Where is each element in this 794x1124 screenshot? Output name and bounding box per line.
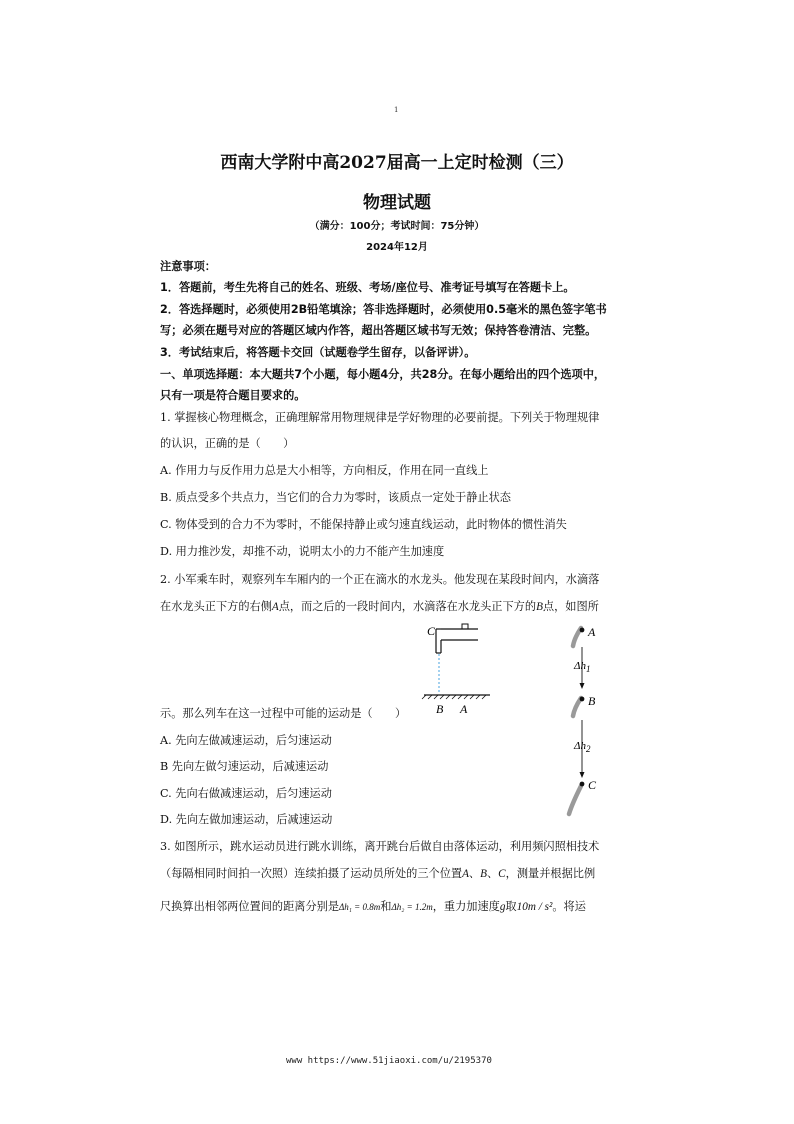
dh2-label: $\Delta h_2$ [574,740,591,754]
notice-item: 2．答选择题时，必须使用2B铅笔填涂；答非选择题时，必须使用0.5毫米的黑色签字笔书 [160,303,607,316]
section-heading: 一、单项选择题：本大题共7个小题，每小题4分，共28分。在每小题给出的四个选项中， [160,368,606,381]
diver-label-a: A [588,625,596,639]
q3-stem-line3: 尺换算出相邻两位置间的距离分别是Δh₁ = 0.8m和Δh₂ = 1.2m，重力加速度g取10m / s²。将运 [160,900,586,913]
notice-item: 3．考试结束后，将答题卡交回（试题卷学生留存，以备评讲）。 [160,346,476,359]
position-b-dot [580,697,585,702]
faucet-figure [418,618,498,718]
notice-item: 1．答题前，考生先将自己的姓名、班级、考场/座位号、准考证号填写在答题卡上。 [160,281,575,294]
q2-option-d: D. 先向左做加速运动，后减速运动 [160,813,333,826]
diver-label-b: B [588,694,596,708]
exam-date: 2024年12月 [366,242,428,253]
score-time: （满分：100分；考试时间：75分钟） [309,221,485,232]
q1-stem: 1. 掌握核心物理概念，正确理解常用物理规律是学好物理的必要前提。下列关于物理规律 [160,411,600,424]
diver-label-c: C [588,778,597,792]
page-number: 1 [394,106,399,114]
exam-subject: 物理试题 [363,193,431,213]
q3-stem-line2: （每隔相同时间拍一次照）连续拍摄了运动员所处的三个位置A、B、C，测量并根据比例 [160,867,596,880]
section-heading-cont: 只有一项是符合题目要求的。 [160,389,306,402]
q1-option-a: A. 作用力与反作用力总是大小相等，方向相反，作用在同一直线上 [160,464,489,477]
dh1-label: $\Delta h_1$ [574,660,591,674]
diver-silhouette-c [569,786,581,814]
q1-option-d: D. 用力推沙发，却推不动，说明太小的力不能产生加速度 [160,545,445,558]
diver-silhouette-b [573,698,581,716]
position-c-dot [580,782,585,787]
q1-option-b: B. 质点受多个共点力，当它们的合力为零时，该质点一定处于静止状态 [160,491,511,504]
point-b-label: B [436,702,444,716]
notice-item: 写；必须在题号对应的答题区域内作答，超出答题区域书写无效；保持答卷清洁、完整。 [160,324,597,337]
valve-icon [462,624,468,629]
q2-stem: 2. 小军乘车时，观察列车车厢内的一个正在滴水的水龙头。他发现在某段时间内，水滴落 [160,573,600,586]
position-a-dot [580,628,585,633]
faucet-label-c: C [427,624,436,638]
diver-figure [556,620,616,820]
notice-heading: 注意事项： [160,260,216,273]
q2-stem-line3: 示。那么列车在这一过程中可能的运动是（ ） [160,707,407,720]
exam-title: 西南大学附中高2027届高一上定时检测（三） [220,153,574,173]
q2-option-a: A. 先向左做减速运动，后匀速运动 [160,734,332,747]
q1-stem-cont: 的认识，正确的是（ ） [160,437,295,450]
q2-option-b: B 先向左做匀速运动，后减速运动 [160,760,329,773]
q1-option-c: C. 物体受到的合力不为零时，不能保持静止或匀速直线运动，此时物体的惯性消失 [160,518,567,531]
q3-stem: 3. 如图所示，跳水运动员进行跳水训练，离开跳台后做自由落体运动，利用频闪照相技术 [160,840,600,853]
q2-option-c: C. 先向右做减速运动，后匀速运动 [160,787,332,800]
q2-stem-line2: 在水龙头正下方的右侧A点，而之后的一段时间内，水滴落在水龙头正下方的B点，如图所 [160,600,599,613]
point-a-label: A [460,702,468,716]
footer-watermark-url: www https://www.51jiaoxi.com/u/2195370 [286,1056,492,1066]
